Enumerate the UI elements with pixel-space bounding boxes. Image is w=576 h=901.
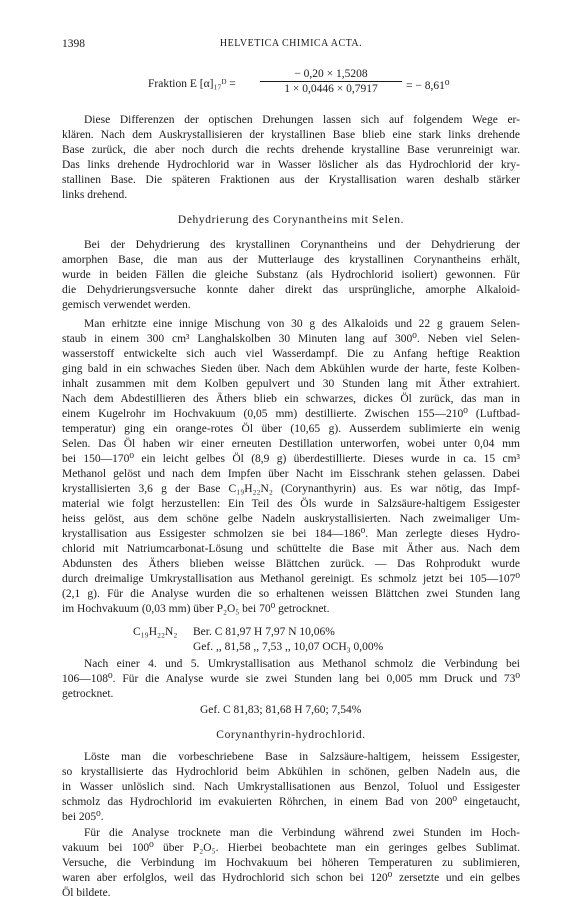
text-line: in Wasser unlöslich sind. Nach Umkrystallisationen aus Benzol, Toluol und Essigester	[62, 781, 520, 793]
formula-result: = − 8,61⁰	[406, 80, 450, 92]
text-line: Das links drehende Hydrochlorid war in Wasser löslicher als das Hydrochlorid der kry-	[62, 159, 520, 171]
journal-title: HELVETICA CHIMICA ACTA.	[219, 38, 363, 49]
rotation-formula	[148, 68, 508, 102]
page-header	[62, 38, 520, 54]
text-line: wurde in beiden Fällen die gleiche Substanz (als Hydrochlorid isoliert) gewonnen. Für	[62, 269, 520, 281]
text-line: Bei der Dehydrierung des krystallinen Corynantheins und der Dehydrierung der	[84, 239, 520, 251]
analysis-block-2: Gef. C 81,83; 81,68 H 7,60; 7,54%	[200, 704, 362, 716]
text-line: stallinen Base. Die späteren Fraktionen aus der Krystallisation waren deshalb stärker	[62, 174, 520, 186]
paragraph-dehydrierung-intro	[62, 238, 520, 313]
text-line: Öl bildete.	[62, 887, 111, 899]
text-line: heiss gelöst, aus dem schöne gelbe Nadeln auskrystallisierten. Nach zweimaliger Um-	[62, 513, 520, 525]
text-line: links drehend.	[62, 189, 128, 201]
text-line: Löste man die vorbeschriebene Base in Salzsäure-haltigem, heissem Essigester,	[84, 751, 520, 763]
text-line: schmolz das Hydrochlorid im evakuierten Röhrchen, in einem Bad von 200⁰ eingetaucht,	[62, 796, 520, 808]
paragraph-procedure	[62, 317, 520, 617]
text-line: material wie folgt herzustellen: Ein Teil des Öls wurde in Salzsäure-haltigem Essigester	[62, 498, 520, 510]
formula-label: Fraktion E [α]₁₇ᴰ =	[148, 78, 236, 90]
text-line: temperatur) ging ein orange-rotes Öl über (10,65 g). Ausserdem sublimierte ein wenig	[62, 423, 520, 435]
analysis-formula: C₁₉H₂₂N₂	[133, 626, 178, 638]
text-line: 106—108⁰. Für die Analyse wurde sie zwei Stunden lang bei 0,005 mm Druck und 73⁰	[62, 673, 520, 685]
text-line: krystallisierten 3,6 g der Base C₁₉H₂₂N₂ (Corynanthyrin) aus. Es war nötig, das Impf-	[62, 483, 520, 495]
text-line: klären. Nach dem Auskrystallisieren der krystallinen Base blieb eine stark links drehende	[62, 129, 520, 141]
paragraph-recrystallisation	[62, 657, 520, 702]
text-line: Abdunsten des Äthers blieben weisse Blättchen zurück. — Das Rohprodukt wurde	[62, 558, 520, 570]
paragraph-hydrochlorid	[62, 750, 520, 826]
section-heading-dehydrierung: Dehydrierung des Corynantheins mit Selen.	[177, 214, 405, 226]
paragraph-optical-rotation	[62, 113, 520, 203]
text-line: die Dehydrierungsversuche konnte daher direkt das ursprüngliche, amorphe Alkaloid-	[62, 284, 520, 296]
text-line: ging bald in ein schwaches Sieden über. Nach dem Abkühlen wurde der harte, feste Kolben-	[62, 363, 520, 375]
text-line: wasserstoff entwickelte sich auch viel Wasserdampf. Die zu Anfang heftige Reaktion	[62, 348, 520, 360]
text-line: vakuum bei 100⁰ über P₂O₅. Hierbei beobachtete man ein geringes gelbes Sublimat.	[62, 842, 520, 854]
text-line: Man erhitzte eine innige Mischung von 30 g des Alkaloids und 22 g grauem Selen-	[84, 318, 520, 330]
text-line: Für die Analyse trocknete man die Verbindung während zwei Stunden im Hoch-	[84, 827, 520, 839]
text-line: Nach dem Abdestillieren des Äthers blieb ein schwarzes, dickes Öl zurück, das man in	[62, 393, 520, 405]
analysis-calculated: Ber. C 81,97 H 7,97 N 10,06%	[193, 626, 335, 638]
text-line: einem Kugelrohr im Hochvakuum (0,05 mm) destillierte. Zwischen 155—210⁰ (Luftbad-	[62, 408, 520, 420]
formula-denominator: 1 × 0,0446 × 0,7917	[284, 83, 378, 95]
text-line: chlorid mit Natriumcarbonat-Lösung und schüttelte die Base mit Äther aus. Nach dem	[62, 543, 520, 555]
analysis-block-1	[133, 625, 384, 653]
text-line: staub in einem 300 cm³ Langhalskolben 30 Minuten lang auf 300⁰. Neben viel Selen-	[62, 333, 520, 345]
text-line: gemisch verwendet werden.	[62, 299, 191, 311]
text-line: amorphen Base, die man aus der Mutterlauge des krystallinen Corynantheins erhält,	[62, 254, 520, 266]
text-line: bei 150—170⁰ ein leicht gelbes Öl (8,9 g) überdestillierte. Dieses wurde in ca. 15 cm³	[62, 453, 520, 465]
formula-fraction	[260, 68, 402, 95]
text-line: waren aber erfolglos, weil das Hydrochlorid sich schon bei 120⁰ zersetzte und ein gelbes	[62, 872, 520, 884]
page-number: 1398	[62, 38, 85, 50]
text-line: bei 205⁰.	[62, 811, 104, 823]
text-line: Methanol gelöst und nach dem Impfen über Nacht im Eisschrank stehen gelassen. Dabei	[62, 468, 520, 480]
text-line: Nach einer 4. und 5. Umkrystallisation aus Methanol schmolz die Verbindung bei	[84, 658, 520, 670]
paragraph-analysis-drying	[62, 826, 520, 899]
section-heading-hydrochlorid: Corynanthyrin-hydrochlorid.	[216, 729, 366, 741]
text-line: so krystallisierte das Hydrochlorid beim Abkühlen in schönen, gelben Nadeln aus, die	[62, 766, 520, 778]
text-line: (2,1 g). Für die Analyse wurden die so erhaltenen weissen Blättchen zwei Stunden lang	[62, 588, 520, 600]
text-line: Base zurück, die aber noch durch die rechts drehende krystalline Base verunreinigt war.	[62, 144, 520, 156]
text-line: durch dreimalige Umkrystallisation aus Methanol gereinigt. Es schmolz jetzt bei 105—107⁰	[62, 573, 520, 585]
text-line: inhalt zusammen mit dem Kolben gepulvert und 30 Stunden lang mit Äther extrahiert.	[62, 378, 520, 390]
analysis-found: Gef. ,, 81,58 ,, 7,53 ,, 10,07 OCH₃ 0,00%	[193, 641, 384, 653]
text-line: Selen. Das Öl haben wir einer erneuten Destillation unterworfen, wobei unter 0,04 mm	[62, 438, 520, 450]
text-line: getrocknet.	[62, 688, 114, 700]
text-line: Diese Differenzen der optischen Drehungen lassen sich auf folgendem Wege er-	[84, 114, 520, 126]
text-line: krystallisation aus Essigester schmolzen sie bei 184—186⁰. Man zerlegte dieses Hydro-	[62, 528, 520, 540]
text-line: Versuche, die Verbindung im Hochvakuum bei höheren Temperaturen zu sublimieren,	[62, 857, 520, 869]
text-line: im Hochvakuum (0,03 mm) über P₂O₅ bei 70⁰ getrocknet.	[62, 603, 330, 615]
formula-numerator: − 0,20 × 1,5208	[260, 68, 402, 82]
